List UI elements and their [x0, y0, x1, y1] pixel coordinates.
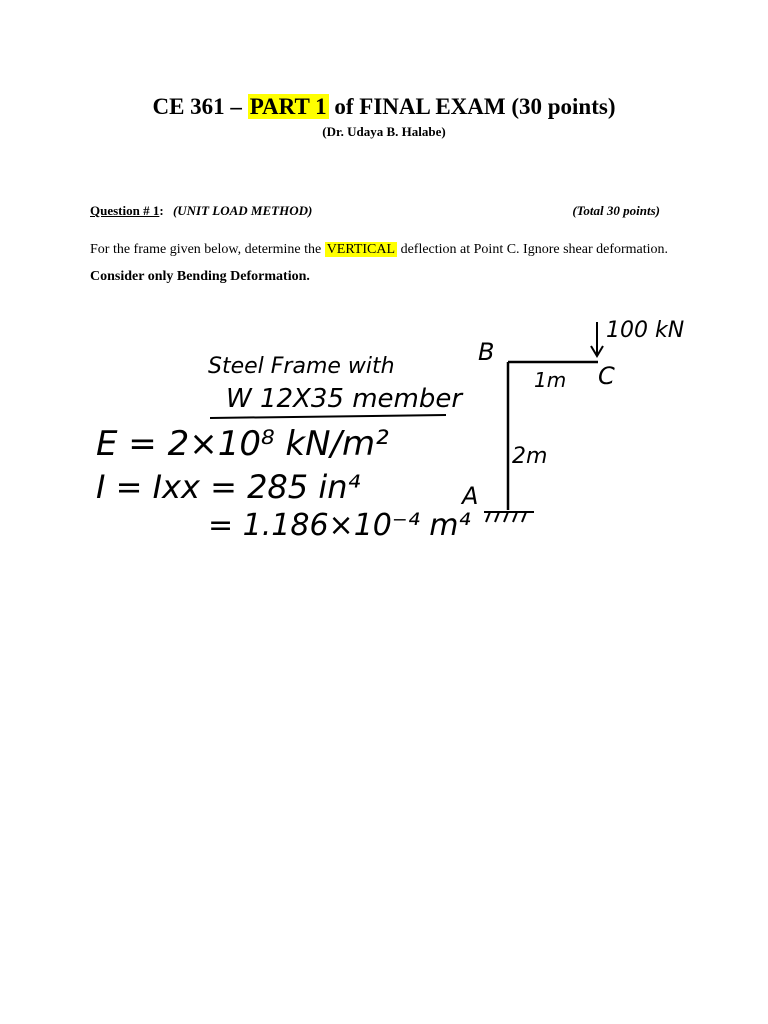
label-a: A: [462, 482, 479, 510]
question-line: Question # 1: (UNIT LOAD METHOD) (Total 30 points): [90, 203, 660, 218]
label-b: B: [478, 338, 495, 366]
span-bc-label: 1m: [534, 368, 567, 392]
note-i-metric: = 1.186×10⁻⁴ m⁴: [208, 508, 471, 543]
instructions-bold: Consider only Bending Deformation.: [90, 269, 310, 284]
instructions-highlight: VERTICAL: [326, 242, 396, 257]
question-number: Question # 1: [90, 203, 160, 218]
label-c: C: [598, 362, 615, 390]
note-i: I = Ixx = 285 in⁴: [96, 468, 361, 506]
title-suffix: of FINAL EXAM (30 points): [334, 94, 616, 119]
question-method: (UNIT LOAD METHOD): [172, 203, 313, 218]
load-label: 100 kN: [606, 318, 685, 343]
instructions-part1: For the frame given below, determine the: [90, 242, 322, 257]
author-subtitle: (Dr. Udaya B. Halabe): [322, 124, 446, 139]
instructions-part2: deflection at Point C. Ignore shear deformation.: [400, 242, 669, 257]
note-e: E = 2×10⁸ kN/m²: [96, 424, 389, 464]
fixed-support: [484, 512, 534, 522]
notes-underline: [210, 415, 446, 418]
note-line1: Steel Frame with: [208, 354, 395, 379]
load-arrow: [591, 322, 603, 356]
question-points: (Total 30 points): [572, 203, 660, 218]
title-highlight: PART 1: [249, 94, 327, 119]
height-ab-label: 2m: [512, 444, 548, 469]
note-line2: W 12X35 member: [226, 384, 463, 414]
title-prefix: CE 361 –: [152, 94, 242, 119]
